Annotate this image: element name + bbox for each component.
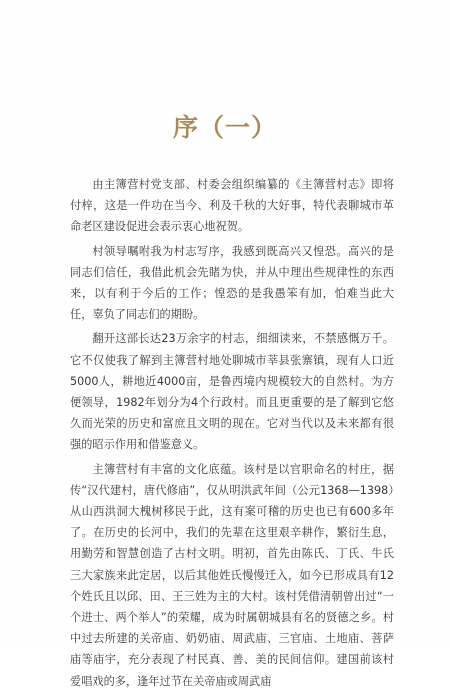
paragraph-2: 村领导嘱咐我为村志写序，我感到既高兴又惶恐。高兴的是同志们信任，我借此机会先睹为快，并从中理出些规律性的东西来，以有利于今后的工作；惶恐的是我愚笨有加，怕难当此大任，辜负了同志们的期盼。 xyxy=(70,244,394,322)
paragraph-4: 主簿营村有丰富的文化底蕴。该村是以官职命名的村庄，据传“汉代建村，唐代修庙”，仅从明洪武年间（公元1368—1398）从山西洪洞大槐树移民于此，这有案可稽的历史也已有600多年了。在历史的长河中，我们的先辈在这里艰辛耕作，繁衍生息，用勤劳和智慧创造了古村文明。明初，首先由陈氏、丁氏、牛氏三大家族来此定居，以后其他姓氏慢慢迁入，如今已形成具有12个姓氏且以邱、田、王三姓为主的大村。该村凭借清朝曾出过“一个进士、两个举人”的荣耀，成为时属朝城县有名的贤德之乡。村中过去所建的关帝庙、奶奶庙、周武庙、三官庙、土地庙、菩萨庙等庙宇，充分表现了村民真、善、美的民间信仰。建国前该村爱唱戏的多，逢年过节在关帝庙或周武庙 xyxy=(70,462,394,688)
paragraph-1: 由主簿营村党支部、村委会组织编纂的《主簿营村志》即将付梓，这是一件功在当今、利及千秋的大好事，特代表聊城市革命老区建设促进会表示衷心地祝贺。 xyxy=(70,178,394,234)
page-title: 序（一） xyxy=(172,113,277,142)
document-body xyxy=(70,174,394,695)
paragraph-3: 翻开这部长达23万余字的村志，细细读来，不禁感慨万千。它不仅使我了解到主簿营村地处聊城市莘县张寨镇，现有人口近5000人，耕地近4000亩，是鲁西境内规模较大的自然村。为方便领导，1982年划分为4个行政村。而且更重要的是了解到它悠久而光荣的历史和富庶且文明的现在。它对当代以及未来都有很强的昭示作用和借鉴意义。 xyxy=(70,332,394,452)
